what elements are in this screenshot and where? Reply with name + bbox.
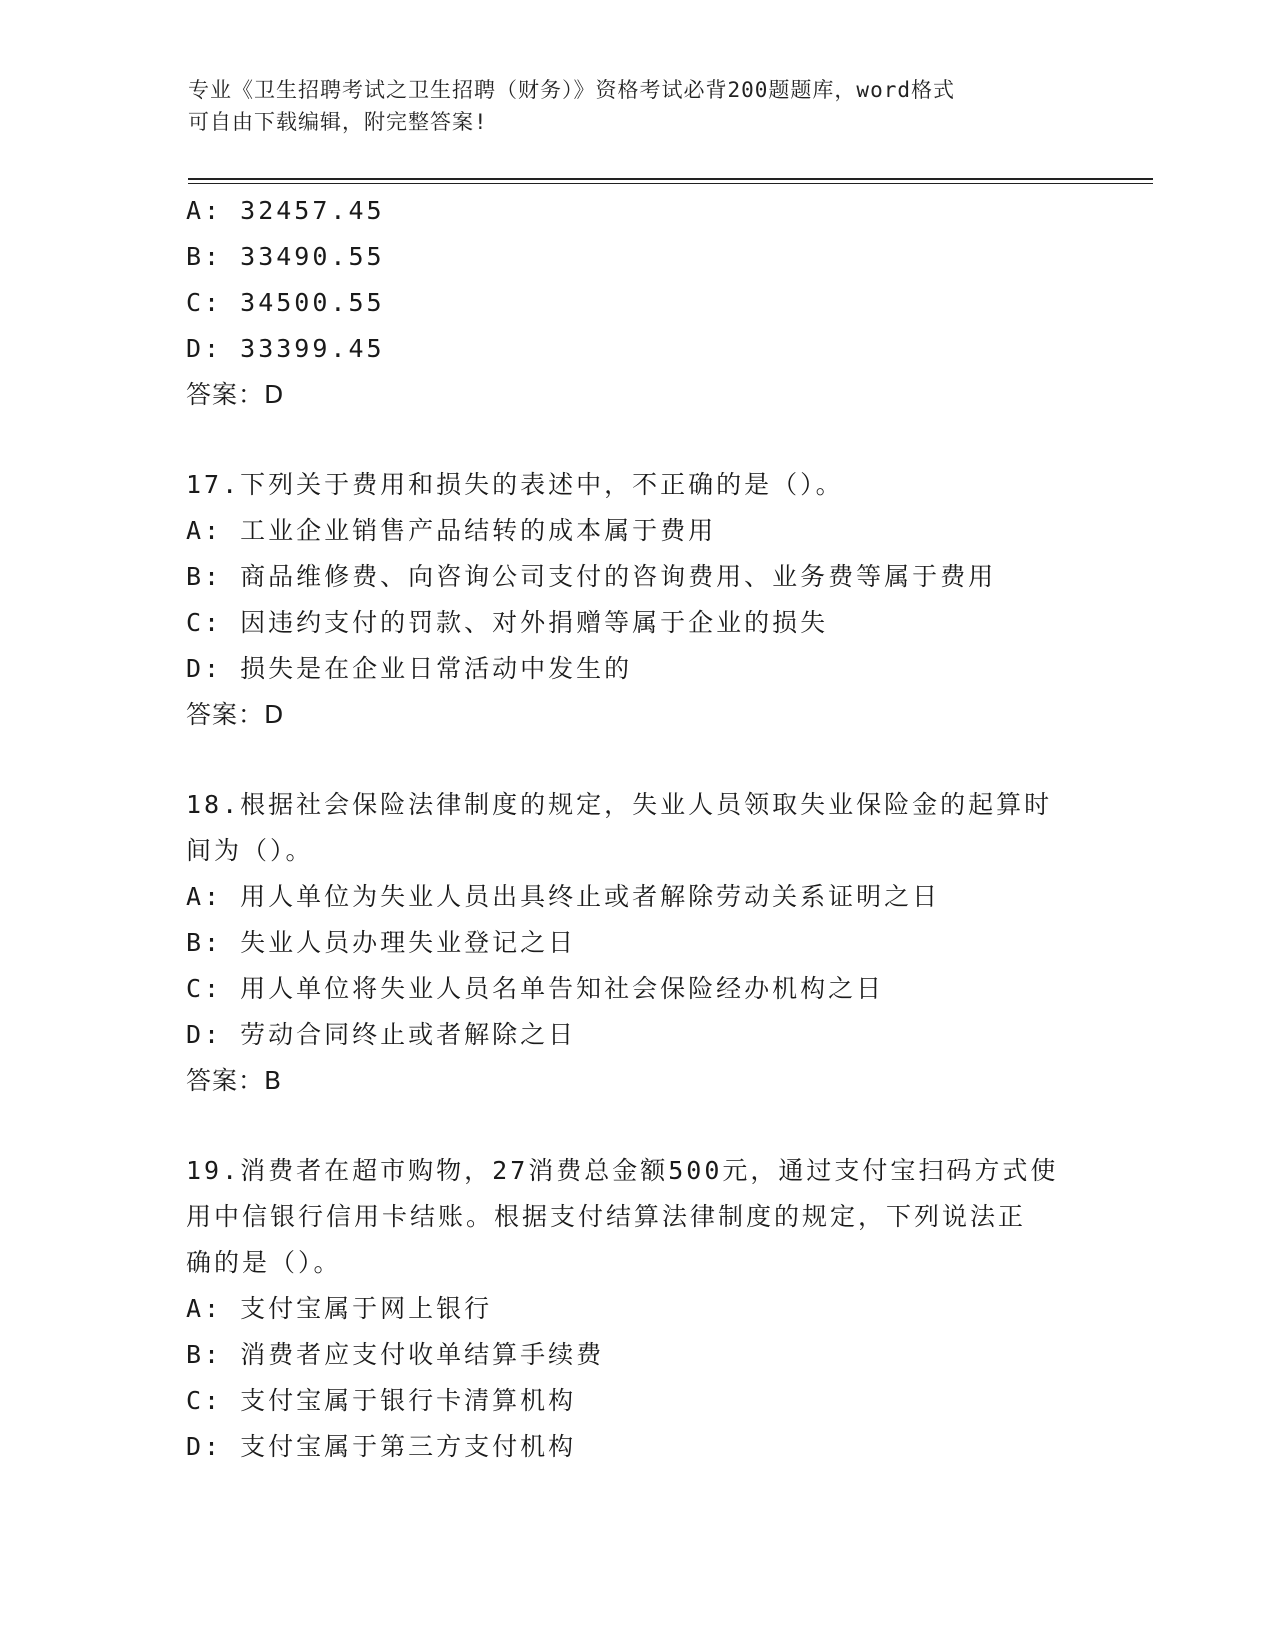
header-divider-thin [188, 183, 1153, 184]
option-d: D: 33399.45 [186, 334, 385, 363]
option-b: B: 失业人员办理失业登记之日 [186, 928, 577, 957]
option-b: B: 消费者应支付收单结算手续费 [186, 1340, 605, 1369]
option-c: C: 34500.55 [186, 288, 385, 317]
answer-label: 答案：D [186, 700, 285, 729]
option-d: D: 支付宝属于第三方支付机构 [186, 1432, 577, 1461]
document-header [188, 74, 1088, 138]
option-a: A: 支付宝属于网上银行 [186, 1294, 493, 1323]
header-title-line-2: 可自由下载编辑，附完整答案! [188, 110, 488, 134]
question-text: 17.下列关于费用和损失的表述中，不正确的是（）。 [186, 470, 844, 499]
question-text-line-2: 用中信银行信用卡结账。根据支付结算法律制度的规定，下列说法正 [186, 1202, 1027, 1231]
question-list [186, 188, 1086, 1470]
header-title-line-1: 专业《卫生招聘考试之卫生招聘（财务）》资格考试必背200题题库，word格式 [188, 78, 955, 102]
option-c: C: 用人单位将失业人员名单告知社会保险经办机构之日 [186, 974, 885, 1003]
question-19 [186, 1148, 1086, 1470]
question-text-line-1: 19.消费者在超市购物，27消费总金额500元，通过支付宝扫码方式使 [186, 1156, 1059, 1185]
option-b: B: 33490.55 [186, 242, 385, 271]
option-a: A: 工业企业销售产品结转的成本属于费用 [186, 516, 717, 545]
answer-label: 答案：B [186, 1066, 283, 1095]
question-text-line-2: 间为（）。 [186, 836, 314, 865]
answer-label: 答案：D [186, 380, 285, 409]
option-c: C: 因违约支付的罚款、对外捐赠等属于企业的损失 [186, 608, 829, 637]
question-text-line-1: 18.根据社会保险法律制度的规定，失业人员领取失业保险金的起算时 [186, 790, 1053, 819]
question-16 [186, 188, 1086, 418]
option-b: B: 商品维修费、向咨询公司支付的咨询费用、业务费等属于费用 [186, 562, 997, 591]
option-d: D: 劳动合同终止或者解除之日 [186, 1020, 577, 1049]
option-c: C: 支付宝属于银行卡清算机构 [186, 1386, 577, 1415]
header-divider-thick [188, 178, 1153, 180]
question-18 [186, 782, 1086, 1104]
option-a: A: 用人单位为失业人员出具终止或者解除劳动关系证明之日 [186, 882, 941, 911]
question-text-line-3: 确的是（）。 [186, 1248, 342, 1277]
option-d: D: 损失是在企业日常活动中发生的 [186, 654, 633, 683]
option-a: A: 32457.45 [186, 196, 385, 225]
question-17 [186, 462, 1086, 738]
